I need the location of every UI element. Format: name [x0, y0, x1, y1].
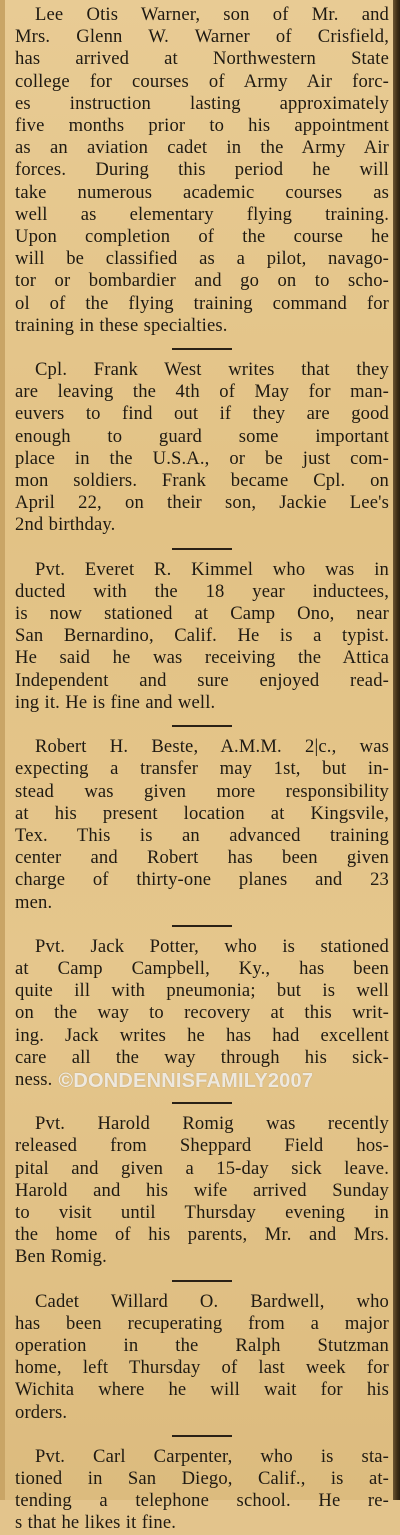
- news-item-line: at his present location at Kingsvile,: [15, 802, 389, 824]
- news-item-line: Pvt. Everet R. Kimmel who was in: [35, 558, 389, 580]
- news-item-line: pital and given a 15-day sick leave.: [15, 1157, 389, 1179]
- column-rule-divider: [172, 725, 232, 727]
- news-item-line: at Camp Campbell, Ky., has been: [15, 957, 389, 979]
- news-item-line: has been recuperating from a major: [15, 1312, 389, 1334]
- copyright-watermark: ©DONDENNISFAMILY2007: [58, 1069, 314, 1092]
- news-item-line: es instruction lasting approximately: [15, 92, 389, 114]
- news-item-line: tor or bombardier and go on to scho-: [15, 270, 389, 292]
- news-column: [15, 4, 389, 1535]
- news-item-line: on the way to recovery at this writ-: [15, 1002, 389, 1024]
- news-item-line: the home of his parents, Mr. and Mrs.: [15, 1224, 389, 1246]
- news-item-line: ness.: [15, 1068, 53, 1090]
- news-item-line: home, left Thursday of last week for: [15, 1357, 389, 1379]
- clipping-left-edge: [0, 0, 5, 1500]
- news-item-line: quite ill with pneumonia; but is well: [15, 980, 389, 1002]
- news-item-line: men.: [15, 891, 53, 913]
- news-item-line: released from Sheppard Field hos-: [15, 1135, 389, 1157]
- column-rule-divider: [172, 348, 232, 350]
- news-item-line: training in these specialties.: [15, 314, 228, 336]
- news-item-line: five months prior to his appointment: [15, 115, 389, 137]
- news-item-line: Pvt. Carl Carpenter, who is sta-: [35, 1445, 389, 1467]
- news-item-line: Pvt. Jack Potter, who is stationed: [35, 935, 389, 957]
- news-item: [15, 359, 389, 537]
- column-rule-divider: [172, 1435, 232, 1437]
- news-item-line: He said he was receiving the Attica: [15, 647, 389, 669]
- news-item-line: Robert H. Beste, A.M.M. 2|c., was: [35, 736, 389, 758]
- news-item-line: place in the U.S.A., or be just com-: [15, 447, 389, 469]
- news-item-line: 2nd birthday.: [15, 514, 116, 536]
- news-item-line: college for courses of Army Air forc-: [15, 70, 389, 92]
- column-rule-divider: [172, 925, 232, 927]
- news-item-line: mon soldiers. Frank became Cpl. on: [15, 470, 389, 492]
- news-item-line: ing it. He is fine and well.: [15, 691, 216, 713]
- news-item-line: Tex. This is an advanced training: [15, 824, 389, 846]
- news-item-line: Independent and sure enjoyed read-: [15, 669, 389, 691]
- news-item-line: Upon completion of the course he: [15, 226, 389, 248]
- news-item-line: orders.: [15, 1401, 68, 1423]
- news-item-line: s that he likes it fine.: [15, 1512, 177, 1534]
- news-item-line: tending a telephone school. He re-: [15, 1490, 389, 1512]
- news-item: [15, 1113, 389, 1268]
- news-item-line: April 22, on their son, Jackie Lee's: [15, 492, 389, 514]
- news-item-line: enough to guard some important: [15, 425, 389, 447]
- news-item-line: to visit until Thursday evening in: [15, 1201, 389, 1223]
- news-item-line: stead was given more responsibility: [15, 780, 389, 802]
- news-item-line: ducted with the 18 year inductees,: [15, 580, 389, 602]
- news-item-line: will be classified as a pilot, navago-: [15, 248, 389, 270]
- news-item-line: center and Robert has been given: [15, 847, 389, 869]
- column-rule-divider: [172, 1280, 232, 1282]
- news-item-line: Harold and his wife arrived Sunday: [15, 1179, 389, 1201]
- news-item-line: care all the way through his sick-: [15, 1046, 389, 1068]
- news-item: [15, 1446, 389, 1535]
- news-item-line: forces. During this period he will: [15, 159, 389, 181]
- news-item-line: as an aviation cadet in the Army Air: [15, 137, 389, 159]
- news-item-line: operation in the Ralph Stutzman: [15, 1334, 389, 1356]
- news-item-line: are leaving the 4th of May for man-: [15, 381, 389, 403]
- news-item-line: tioned in San Diego, Calif., is at-: [15, 1467, 389, 1489]
- news-item-line: well as elementary flying training.: [15, 203, 389, 225]
- news-item: [15, 736, 389, 914]
- news-item-line: ing. Jack writes he has had excellent: [15, 1024, 389, 1046]
- column-rule-divider: [172, 1102, 232, 1104]
- news-item: [15, 1291, 389, 1424]
- news-item-line: Lee Otis Warner, son of Mr. and: [35, 4, 389, 25]
- news-item-line: Ben Romig.: [15, 1246, 107, 1268]
- news-item-line: Wichita where he will wait for his: [15, 1379, 389, 1401]
- clipping-right-edge: [393, 0, 400, 1500]
- column-rule-divider: [172, 548, 232, 550]
- news-item-line: Mrs. Glenn W. Warner of Crisfield,: [15, 26, 389, 48]
- news-item: [15, 936, 389, 1091]
- news-item-line: Pvt. Harold Romig was recently: [35, 1113, 389, 1135]
- news-item-line: euvers to find out if they are good: [15, 403, 389, 425]
- news-item-line: has arrived at Northwestern State: [15, 48, 389, 70]
- news-item-line: expecting a transfer may 1st, but in-: [15, 758, 389, 780]
- news-item-line: Cadet Willard O. Bardwell, who: [35, 1290, 389, 1312]
- news-item-line: charge of thirty-one planes and 23: [15, 869, 389, 891]
- news-item-line: ol of the flying training command for: [15, 292, 389, 314]
- news-item-line: Cpl. Frank West writes that they: [35, 359, 389, 381]
- news-item-line: is now stationed at Camp Ono, near: [15, 603, 389, 625]
- news-item-line: take numerous academic courses as: [15, 181, 389, 203]
- news-item: [15, 4, 389, 337]
- news-item: [15, 559, 389, 714]
- news-item-line: San Bernardino, Calif. He is a typist.: [15, 625, 389, 647]
